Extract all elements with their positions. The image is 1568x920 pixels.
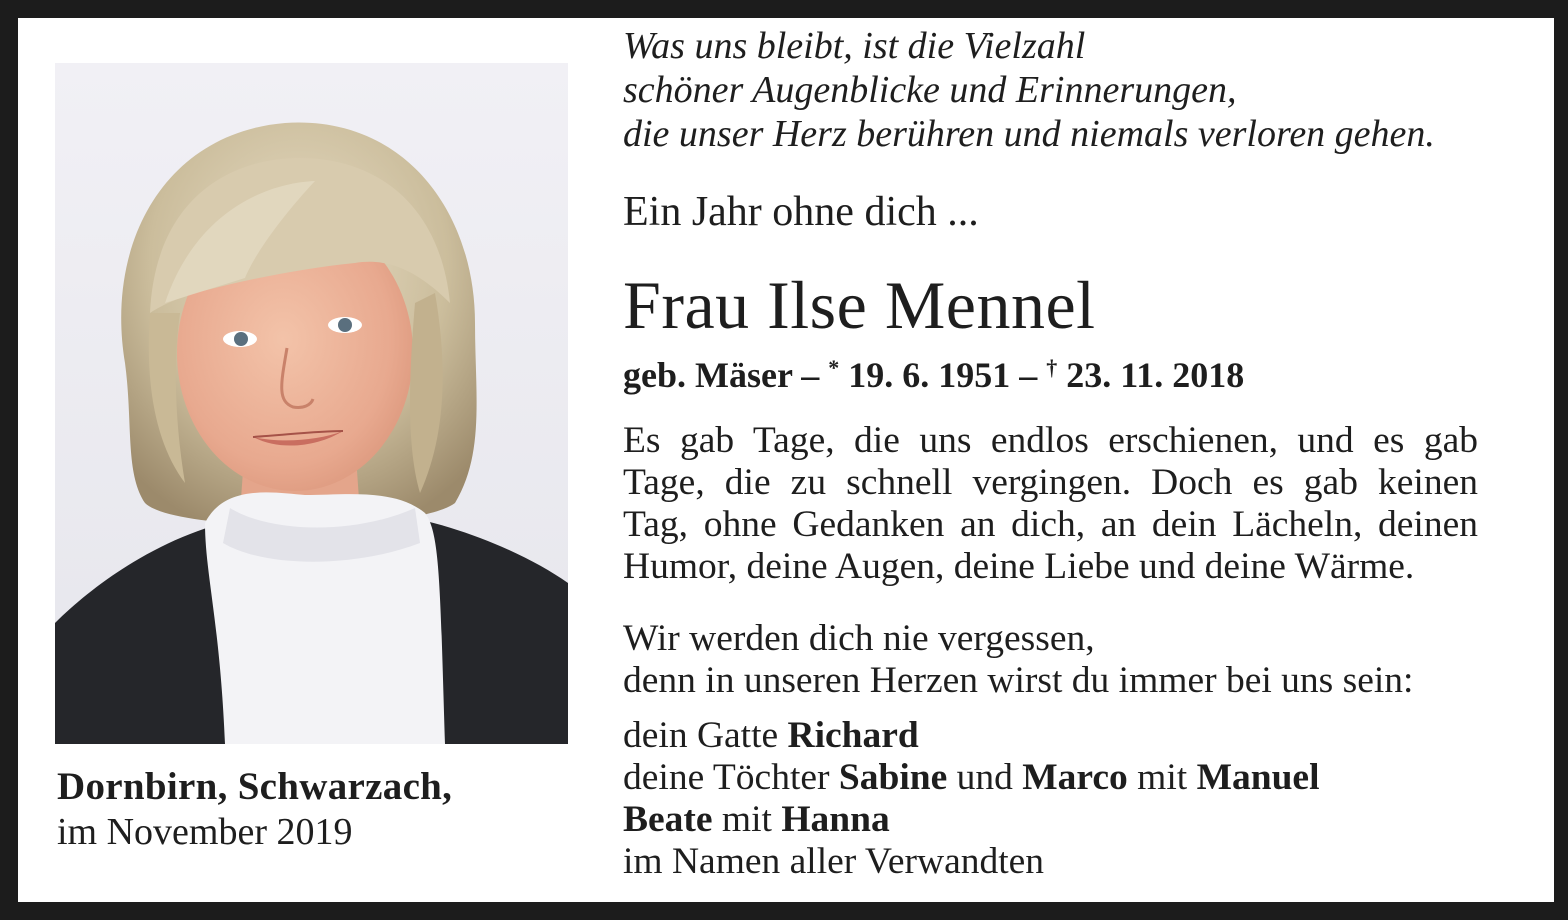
farewell-line: denn in unseren Herzen wirst du immer bei uns sein: — [623, 660, 1414, 701]
dash: – — [801, 355, 820, 395]
connector: mit — [1137, 757, 1188, 798]
family-name: Beate — [623, 799, 713, 840]
date-line: im November 2019 — [57, 811, 353, 853]
poem-line: die unser Herz berühren und niemals verloren gehen. — [623, 113, 1435, 155]
connector: und — [956, 757, 1013, 798]
life-dates — [623, 347, 1244, 396]
family-line — [623, 715, 1319, 757]
family-list — [623, 715, 1319, 883]
family-name: Manuel — [1196, 757, 1320, 798]
place-line: Dornbirn, Schwarzach, — [57, 765, 453, 808]
portrait-photo — [55, 63, 568, 744]
text-line: Tage, die zu schnell vergingen. Doch es gab keinen — [623, 462, 1478, 503]
text-line: Tag, ohne Gedanken an dich, an dein Lächeln, deinen — [623, 504, 1478, 545]
family-line: im Namen aller Verwandten — [623, 841, 1045, 882]
text-line: Es gab Tage, die uns endlos erschienen, und es gab — [623, 420, 1478, 461]
poem-line: Was uns bleibt, ist die Vielzahl — [623, 25, 1086, 67]
deceased-name: Frau Ilse Mennel — [623, 267, 1096, 343]
poem — [623, 24, 1435, 156]
family-line — [623, 757, 1319, 799]
family-name: Marco — [1022, 757, 1128, 798]
intro-line: Ein Jahr ohne dich ... — [623, 189, 979, 235]
memorial-text — [623, 420, 1478, 588]
poem-line: schöner Augenblicke und Erinnerungen, — [623, 69, 1237, 111]
death-cross-icon: † — [1046, 355, 1058, 380]
farewell-line: Wir werden dich nie vergessen, — [623, 618, 1095, 659]
family-name: Hanna — [781, 799, 890, 840]
farewell-text — [623, 618, 1413, 702]
dash: – — [1019, 355, 1038, 395]
death-date: 23. 11. 2018 — [1066, 355, 1245, 395]
relation-label: deine Töchter — [623, 757, 830, 798]
birth-star-icon: * — [828, 355, 840, 380]
family-line — [623, 799, 1319, 841]
maiden-name: geb. Mäser — [623, 355, 793, 395]
family-name: Sabine — [838, 757, 948, 798]
birth-date: 19. 6. 1951 — [848, 355, 1011, 395]
family-name: Richard — [787, 715, 919, 756]
relation-label: dein Gatte — [623, 715, 779, 756]
text-line: Humor, deine Augen, deine Liebe und deine Wärme. — [623, 546, 1415, 587]
connector: mit — [721, 799, 772, 840]
